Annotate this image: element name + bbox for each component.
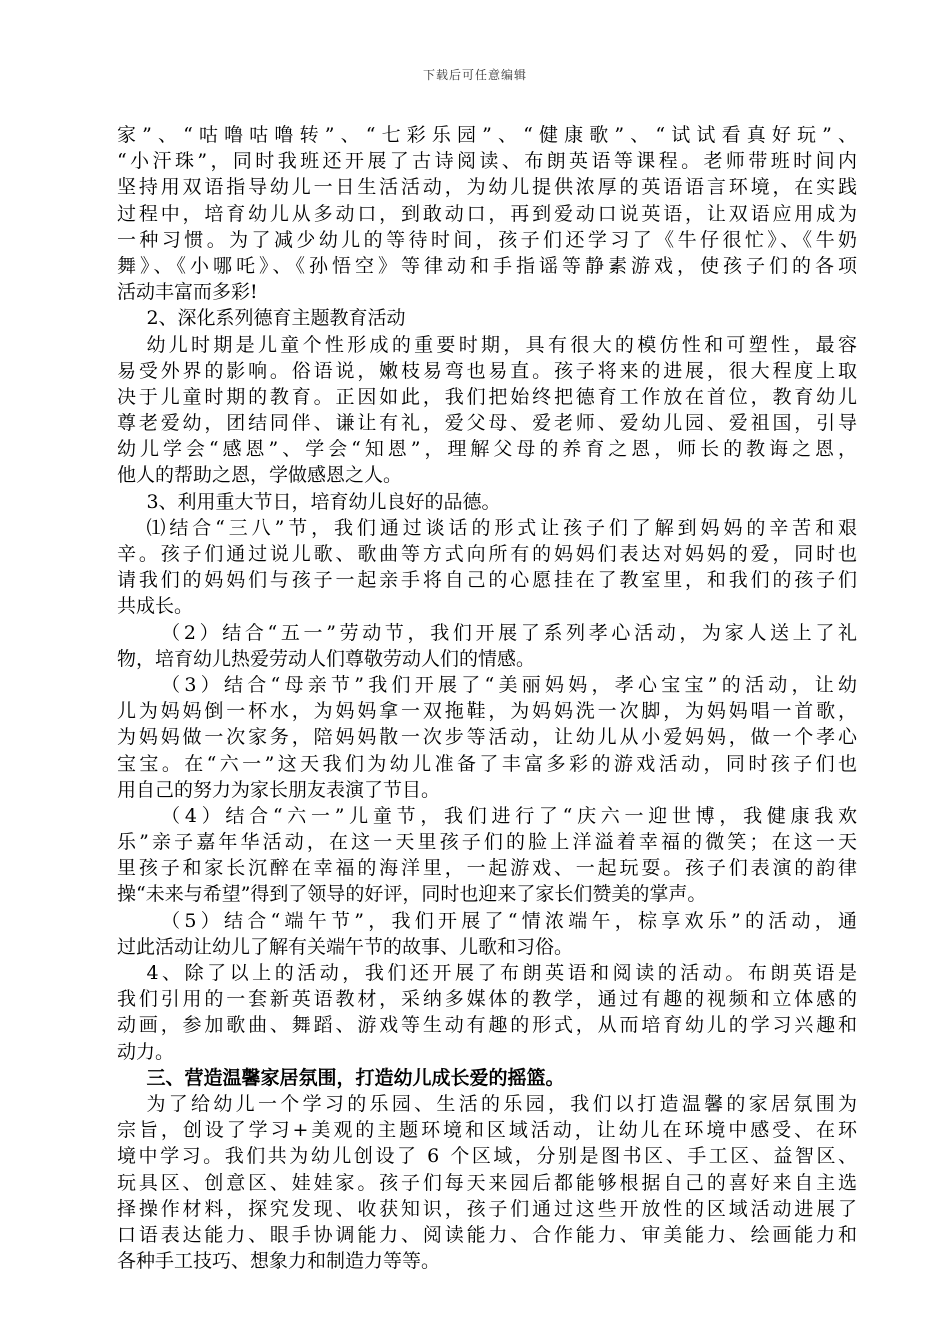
text-line [117,227,861,253]
text-line [117,881,857,907]
text-line-content: 幼儿学会“感恩”、学会“知恩”，理解父母的养育之恩，师长的教诲之恩， [117,438,861,461]
text-line [117,1143,860,1169]
text-line-content: 他人的帮助之恩，学做感恩之人。 [117,464,403,487]
text-line-content: 易受外界的影响。俗语说，嫩枝易弯也易直。孩子将来的进展，很大程度上取 [117,359,860,382]
text-line [117,934,857,960]
text-line [117,489,857,515]
text-line [117,751,861,777]
text-line [117,803,862,829]
text-line [117,174,860,200]
text-line-content: 择操作材料，探究发现、收获知识，孩子们通过这些开放性的区域活动进展了 [117,1197,860,1220]
text-line [117,1196,860,1222]
text-line-content: 各种手工技巧、想象力和制造力等等。 [117,1250,441,1273]
text-line [117,541,860,567]
text-line-content: 三、营造温馨家居氛围，打造幼儿成长爱的摇篮。 [146,1066,565,1089]
text-line [117,724,860,750]
text-line-content: 口语表达能力、眼手协调能力、阅读能力、合作能力、审美能力、绘画能力和 [117,1223,860,1246]
text-line [117,1117,860,1143]
text-line [117,698,860,724]
text-line [117,908,862,934]
text-line-content: 幼儿时期是儿童个性形成的重要时期，具有很大的模仿性和可塑性，最容 [146,333,861,356]
text-line-content: 辛。孩子们通过说儿歌、歌曲等方式向所有的妈妈们表达对妈妈的爱，同时也 [117,543,860,565]
text-line [117,332,861,358]
text-line [117,436,861,462]
section-heading [117,1065,857,1091]
text-line [117,1170,860,1196]
page-header: 下载后可任意编辑 [422,68,527,82]
text-line [117,829,861,855]
text-line [117,1039,857,1065]
text-line-content: 宝宝。在“六一”这天我们为幼儿准备了丰富多彩的游戏活动，同时孩子们也 [117,752,861,775]
text-line-content: 尊老爱幼，团结同伴、谦让有礼，爱父母、爱老师、爱幼儿园、爱祖国，引导 [117,412,860,435]
text-line [117,515,861,541]
text-line [117,777,857,803]
text-line [117,620,861,646]
text-line-content: 活动丰富而多彩! [117,281,258,304]
text-line-content: 过此活动让幼儿了解有关端午节的故事、儿歌和习俗。 [117,935,574,958]
text-line [117,122,864,148]
text-line-content: 过程中，培育幼儿从多动口，到敢动口，再到爱动口说英语，让双语应用成为 [117,202,860,225]
text-line [117,960,861,986]
text-line-content: 请我们的妈妈们与孩子一起亲手将自己的心愿挂在了教室里，和我们的孩子们 [117,569,860,592]
text-line [117,410,860,436]
text-line-content: （2）结合“五一”劳动节，我们开展了系列孝心活动，为家人送上了礼 [161,621,861,644]
text-line [117,1248,857,1274]
text-line-content: 境中学习。我们共为幼儿创设了 6 个区域，分别是图书区、手工区、益智区、 [117,1145,860,1168]
text-line-content: 宗旨，创设了学习+美观的主题环境和区域活动，让幼儿在环境中感受、在环 [117,1119,860,1142]
text-line-content: 4、除了以上的活动，我们还开展了布朗英语和阅读的活动。布朗英语是 [146,962,861,984]
text-line-content: 3、利用重大节日，培育幼儿良好的品德。 [146,490,501,513]
text-line-content: 操“未来与希望”得到了领导的好评，同时也迎来了家长们赞美的掌声。 [117,883,707,906]
text-line [117,253,861,279]
text-line-content: 家”、“咕噜咕噜转”、“七彩乐园”、“健康歌”、“试试看真好玩”、 [117,124,864,146]
text-line-content: 共成长。 [117,595,194,618]
text-line-content: 儿为妈妈倒一杯水，为妈妈拿一双拖鞋，为妈妈洗一次脚，为妈妈唱一首歌， [117,700,860,723]
text-line-content: ⑴结合“三八”节，我们通过谈话的形式让孩子们了解到妈妈的辛苦和艰 [146,516,861,539]
text-line [117,279,857,305]
text-line-content: 为了给幼儿一个学习的乐园、生活的乐园，我们以打造温馨的家居氛围为 [146,1092,861,1115]
text-line [117,305,857,331]
text-line-content: “小汗珠”，同时我班还开展了古诗阅读、布朗英语等课程。老师带班时间内 [117,150,861,173]
document-body [117,122,864,1274]
text-line [117,384,860,410]
text-line-content: 2、深化系列德育主题教育活动 [146,307,406,330]
text-line-content: 动力。 [117,1040,175,1063]
text-line [117,1091,861,1117]
text-line-content: 决于儿童时期的教育。正因如此，我们把始终把德育工作放在首位，教育幼儿 [117,385,860,408]
text-line [117,201,860,227]
text-line-content: （5）结合“端午节”，我们开展了“情浓端午，棕享欢乐”的活动，通 [161,909,862,932]
text-line-content: 乐”亲子嘉年华活动，在这一天里孩子们的脸上洋溢着幸福的微笑；在这一天 [117,831,861,854]
text-line-content: 用自己的努力为家长朋友表演了节目。 [117,778,441,801]
text-line [117,855,860,881]
text-line-content: （3）结合“母亲节”我们开展了“美丽妈妈，孝心宝宝”的活动，让幼 [161,673,862,696]
text-line-content: 为妈妈做一次家务，陪妈妈散一次步等活动，让幼儿从小爱妈妈，做一个孝心 [117,726,860,749]
text-line [117,1222,860,1248]
text-line-content: 我们引用的一套新英语教材，采纳多媒体的教学，通过有趣的视频和立体感的 [117,988,860,1011]
text-line-content: 玩具区、创意区、娃娃家。孩子们每天来园后都能够根据自己的喜好来自主选 [117,1171,860,1194]
text-line [117,358,860,384]
text-line [117,567,860,593]
text-line [117,986,860,1012]
text-line-content: 动画，参加歌曲、舞蹈、游戏等生动有趣的形式，从而培育幼儿的学习兴趣和 [117,1014,860,1037]
text-line-content: 里孩子和家长沉醉在幸福的海洋里，一起游戏、一起玩耍。孩子们表演的韵律 [117,857,860,880]
text-line-content: 物，培育幼儿热爱劳动人们尊敬劳动人们的情感。 [117,647,536,670]
text-line [117,1012,860,1038]
text-line [117,646,857,672]
text-line-content: 舞》、《小哪吒》、《孙悟空》等律动和手指谣等静素游戏，使孩子们的各项 [117,254,861,277]
text-line [117,593,857,619]
text-line [117,148,861,174]
text-line-content: （4）结合“六一”儿童节，我们进行了“庆六一迎世博，我健康我欢 [161,804,862,827]
text-line [117,672,862,698]
text-line [117,462,857,488]
text-line-content: 坚持用双语指导幼儿一日生活活动，为幼儿提供浓厚的英语语言环境，在实践 [117,176,860,199]
text-line-content: 一种习惯。为了减少幼儿的等待时间，孩子们还学习了《牛仔很忙》、《牛奶 [117,228,861,251]
